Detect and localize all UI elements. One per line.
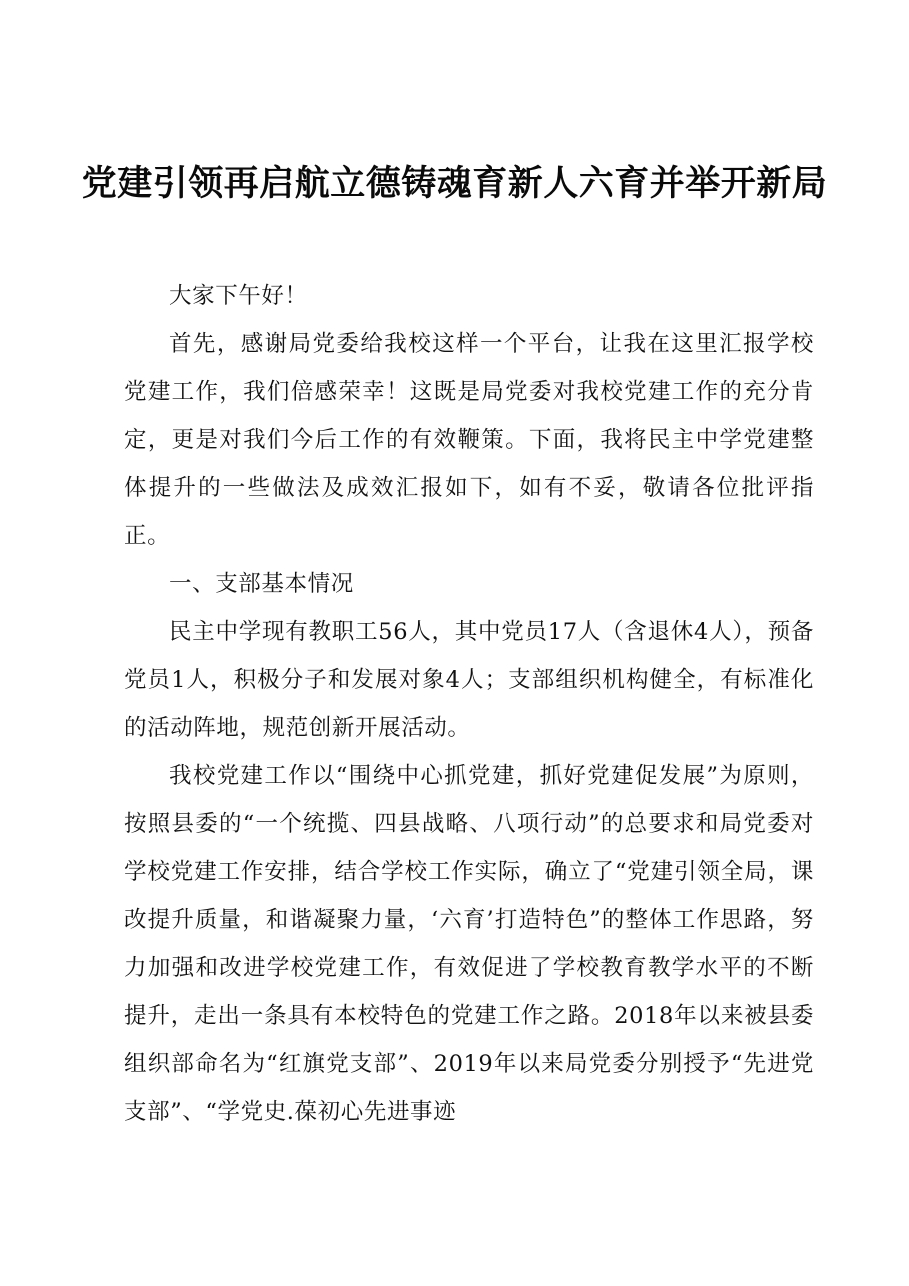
document-body	[124, 272, 814, 1136]
document-title: 党建引领再启航立德铸魂育新人六育并举开新局	[81, 163, 828, 204]
work-paragraph: 我校党建工作以“围绕中心抓党建，抓好党建促发展”为原则，按照县委的“一个统揽、四县战略、八项行动”的总要求和局党委对学校党建工作安排，结合学校工作实际，确立了“党建引领全局，课改提升质量，和谐凝聚力量，‘六育’打造特色”的整体工作思路，努力加强和改进学校党建工作，有效促进了学校教育教学水平的不断提升，走出一条具有本校特色的党建工作之路。2018年以来被县委组织部命名为“红旗党支部”、2019年以来局党委分别授予“先进党支部”、“学党史.葆初心先进事迹	[124, 763, 814, 1125]
greeting-paragraph: 大家下午好！	[169, 283, 308, 309]
staff-paragraph: 民主中学现有教职工56人，其中党员17人（含退休4人），预备党员1人，积极分子和发展对象4人；支部组织机构健全，有标准化的活动阵地，规范创新开展活动。	[124, 619, 814, 741]
intro-paragraph: 首先，感谢局党委给我校这样一个平台，让我在这里汇报学校党建工作，我们倍感荣幸！这既是局党委对我校党建工作的充分肯定，更是对我们今后工作的有效鞭策。下面，我将民主中学党建整体提升的一些做法及成效汇报如下，如有不妥，敬请各位批评指正。	[124, 331, 814, 549]
section-heading: 一、支部基本情况	[169, 571, 354, 597]
